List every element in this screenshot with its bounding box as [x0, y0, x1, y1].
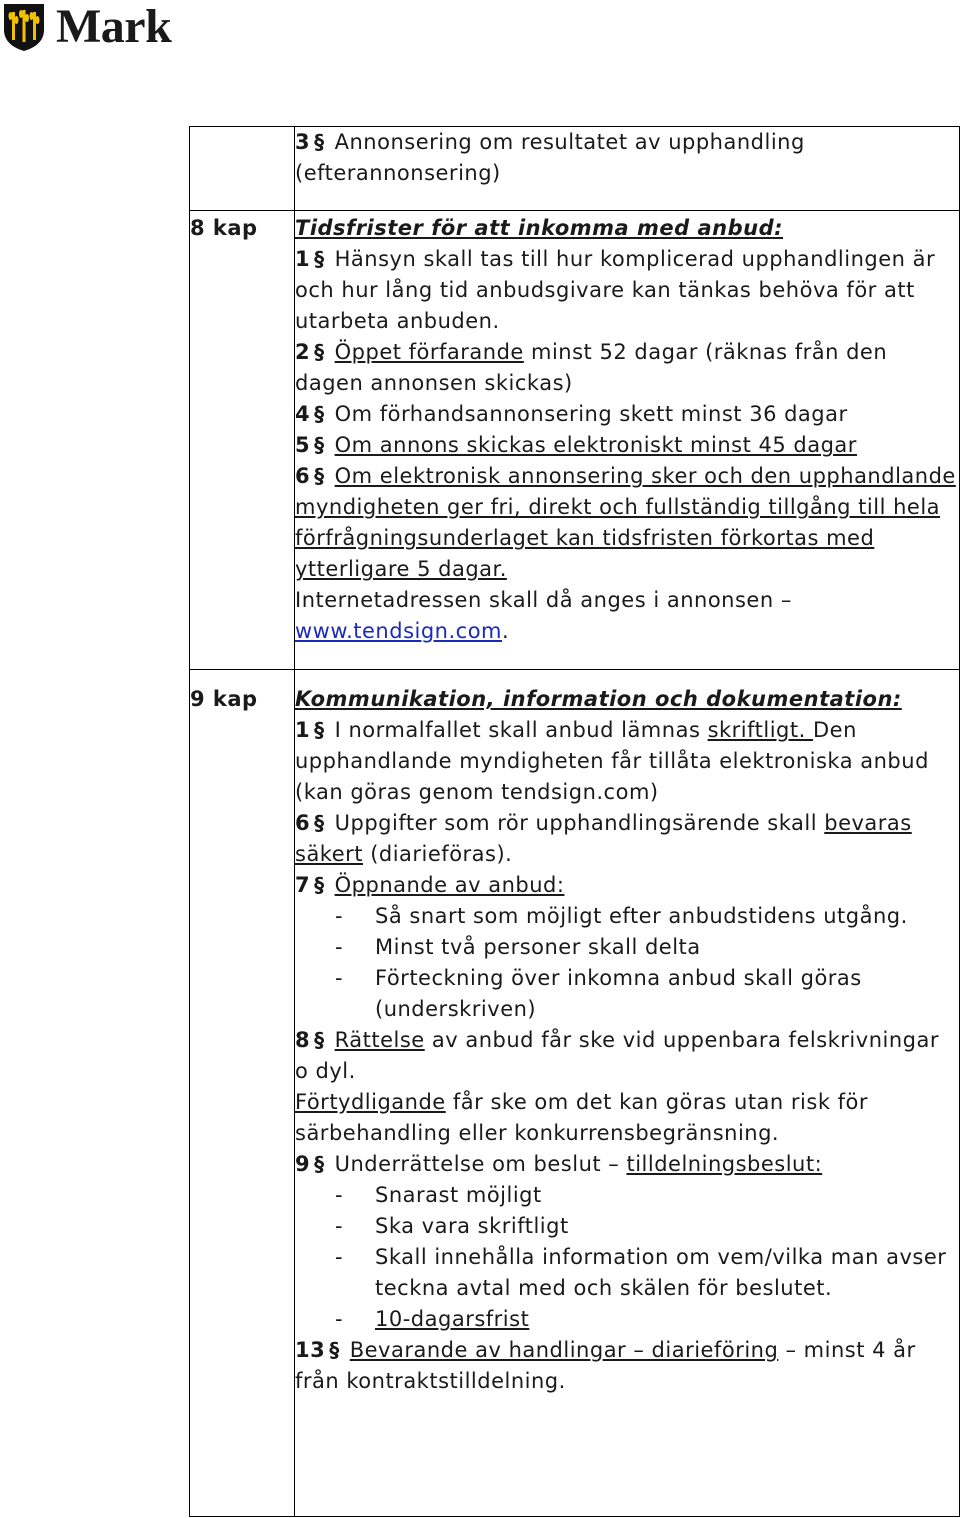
list-item: - Förteckning över inkomna anbud skall göras (underskriven) — [335, 966, 862, 1021]
section-heading: Tidsfrister för att inkomma med anbud: — [295, 216, 784, 240]
paragraph-6: 6 § Om elektronisk annonsering sker och den upphandlande myndigheten ger fri, direkt och fullständig tillgång till hela förfrågningsunderlaget kan tidsfristen förkortas med ytterligare 5 dagar. — [295, 464, 956, 581]
paragraph-8: 8 § Rättelse av anbud får ske vid uppenbara felskrivningar o dyl. — [295, 1028, 939, 1083]
section-3: 3 § Annonsering om resultatet av upphandling — [295, 130, 805, 154]
table-row — [190, 211, 960, 670]
content-cell — [295, 670, 960, 1517]
list-item: - Så snart som möjligt efter anbudstidens utgång. — [335, 904, 908, 928]
section-3-cont: (efterannonsering) — [295, 161, 501, 185]
paragraph-7: 7 § Öppnande av anbud: — [295, 873, 565, 897]
kap-cell — [190, 211, 295, 670]
kap-label: 8 kap — [190, 216, 258, 240]
table-row — [190, 670, 960, 1517]
paragraph-2: 2 § Öppet förfarande minst 52 dagar (räknas från den dagen annonsen skickas) — [295, 340, 888, 395]
paragraph-8-clarification: Förtydligande får ske om det kan göras utan risk för särbehandling eller konkurrensbegränsning. — [295, 1090, 869, 1145]
section-heading: Kommunikation, information och dokumentation: — [295, 687, 902, 711]
paragraph-1: 1 § Hänsyn skall tas till hur komplicerad upphandlingen är och hur lång tid anbudsgivare kan tänkas behöva för att utarbeta anbuden. — [295, 247, 936, 333]
regulation-table — [189, 126, 960, 1517]
list-item: - Minst två personer skall delta — [335, 935, 701, 959]
tendsign-link[interactable]: www.tendsign.com — [295, 619, 503, 643]
list-item: - 10-dagarsfrist — [335, 1307, 530, 1331]
kap-cell — [190, 670, 295, 1517]
kap-cell — [190, 127, 295, 211]
paragraph-5: 5 § Om annons skickas elektroniskt minst 45 dagar — [295, 433, 857, 457]
paragraph-1: 1 § I normalfallet skall anbud lämnas skriftligt. Den upphandlande myndigheten får tillåta elektroniska anbud (kan göras genom tendsign.com) — [295, 718, 929, 804]
list-item: - Skall innehålla information om vem/vilka man avser teckna avtal med och skälen för beslutet. — [335, 1245, 947, 1300]
content-cell — [295, 127, 960, 211]
municipality-crest-icon — [2, 2, 46, 52]
paragraph-4: 4 § Om förhandsannonsering skett minst 36 dagar — [295, 402, 848, 426]
paragraph-13: 13 § Bevarande av handlingar – diarieföring – minst 4 år från kontraktstilldelning. — [295, 1338, 916, 1393]
table-row — [190, 127, 960, 211]
logo-text: Mark — [56, 0, 172, 53]
content-cell — [295, 211, 960, 670]
paragraph-6: 6 § Uppgifter som rör upphandlingsärende skall bevaras säkert (diarieföras). — [295, 811, 912, 866]
list-item: - Snarast möjligt — [335, 1183, 542, 1207]
list-item: - Ska vara skriftligt — [335, 1214, 569, 1238]
paragraph-9: 9 § Underrättelse om beslut – tilldelningsbeslut: — [295, 1152, 823, 1176]
section-symbol: § — [314, 130, 325, 154]
paragraph-6-note: Internetadressen skall då anges i annonsen – www.tendsign.com. — [295, 588, 792, 643]
logo — [2, 2, 171, 52]
kap-label: 9 kap — [190, 687, 258, 711]
